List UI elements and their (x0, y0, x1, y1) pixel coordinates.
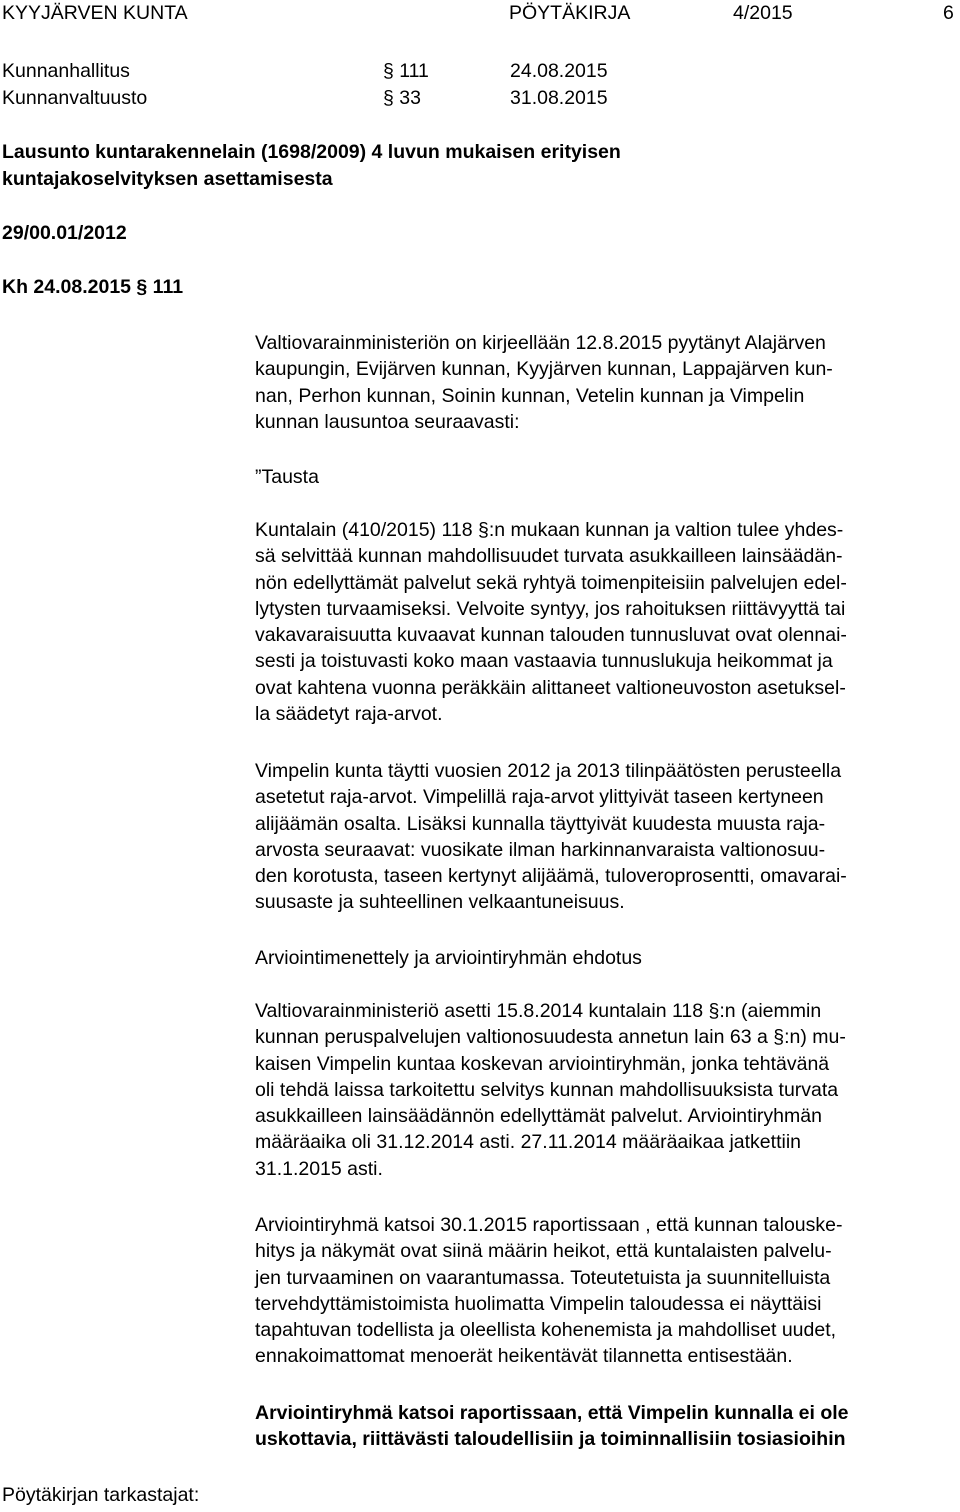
paragraph-vimpeli (255, 758, 955, 916)
text-line: ovat kahtena vuonna peräkkäin alittaneet valtioneuvoston asetuksel- (255, 676, 846, 699)
municipality-name: KYYJÄRVEN KUNTA (2, 2, 188, 24)
text-line: jen turvaaminen on vaarantumassa. Toteutetuista ja suunnitelluista (255, 1266, 831, 1289)
paragraph-raportti (255, 1212, 955, 1370)
text-line: arvosta seuraavat: vuosikate ilman harkinnanvaraista valtionosuu- (255, 838, 826, 861)
document-title-line: Lausunto kuntarakennelain (1698/2009) 4 luvun mukaisen erityisen (2, 141, 621, 163)
document-number: 4/2015 (733, 2, 793, 24)
document-type: PÖYTÄKIRJA (509, 2, 631, 24)
text-line: määräaika oli 31.12.2014 asti. 27.11.2014 määräaikaa jatkettiin (255, 1131, 801, 1154)
text-line: Valtiovarainministeriön on kirjeellään 12.8.2015 pyytänyt Alajärven (255, 332, 826, 354)
text-line: kaupungin, Evijärven kunnan, Kyyjärven kunnan, Lappajärven kun- (255, 358, 833, 381)
text-line: asukkailleen lainsäädännön edellyttämät palvelut. Arviointiryhmän (255, 1105, 822, 1128)
text-line: tervehdyttämistoimista huolimatta Vimpelin taloudessa ei näyttäisi (255, 1292, 822, 1315)
body-name: Kunnanvaltuusto (2, 87, 148, 109)
text-line: hitys ja näkymät ovat siinä määrin heikot, että kuntalaisten palvelu- (255, 1240, 832, 1263)
text-line: den korotusta, taseen kertynyt alijäämä, tuloveroprosentti, omavarai- (255, 865, 847, 888)
text-line: Kuntalain (410/2015) 118 §:n mukaan kunnan ja valtion tulee yhdes- (255, 519, 844, 541)
text-line: 31.1.2015 asti. (255, 1157, 383, 1180)
body-name: Kunnanhallitus (2, 60, 130, 82)
text-line: tapahtuvan todellista ja oleellista kohenemista ja mahdolliset uudet, (255, 1319, 837, 1342)
meeting-date: 24.08.2015 (510, 60, 608, 82)
text-line: nön edellyttämät palvelut sekä ryhtyä toimenpiteisiin palvelujen edel- (255, 571, 847, 594)
paragraph-johtopaatos (255, 1400, 955, 1453)
text-line: oli tehdä laissa tarkoitettu selvitys kunnan mahdollisuuksista turvata (255, 1078, 839, 1101)
page-number: 6 (943, 2, 954, 24)
text-line: sesti ja toistuvasti koko maan vastaavia tunnuslukuja heikommat ja (255, 650, 833, 673)
section-number: § 33 (383, 87, 421, 109)
text-line: lytysten turvaamiseksi. Velvoite syntyy, jos rahoituksen riittävyyttä tai (255, 597, 846, 620)
text-line: la säädetyt raja-arvot. (255, 703, 443, 726)
meeting-date: 31.08.2015 (510, 87, 608, 109)
text-line: ”Tausta (255, 466, 319, 488)
text-line: uskottavia, riittävästi taloudellisiin ja toiminnallisiin tosiasioihin (255, 1428, 846, 1451)
text-line: Vimpelin kunta täytti vuosien 2012 ja 2013 tilinpäätösten perusteella (255, 760, 842, 782)
text-line: Arviointimenettely ja arviointiryhmän ehdotus (255, 947, 642, 969)
text-line: alijäämän osalta. Lisäksi kunnalla täyttyivät kuudesta muusta raja- (255, 812, 826, 835)
section-heading (255, 945, 955, 971)
section-number: § 111 (383, 60, 429, 82)
document-title-line: kuntajakoselvityksen asettamisesta (2, 168, 333, 190)
text-line: ennakoimattomat menoerät heikentävät tilannetta entisestään. (255, 1345, 793, 1368)
text-line: vakavaraisuutta kuvaavat kunnan talouden tunnusluvat ovat olennai- (255, 624, 847, 647)
text-line: kaisen Vimpelin kuntaa koskevan arviointiryhmän, jonka tehtävänä (255, 1052, 830, 1075)
minutes-inspectors-label: Pöytäkirjan tarkastajat: (2, 1484, 200, 1506)
text-line: kunnan peruspalvelujen valtionosuudesta annetun lain 63 a §:n) mu- (255, 1026, 846, 1049)
text-line: asetetut raja-arvot. Vimpelillä raja-arvot ylittyivät taseen kertyneen (255, 786, 824, 809)
paragraph-kuntalaki (255, 517, 955, 727)
meeting-reference: Kh 24.08.2015 § 111 (2, 276, 184, 298)
paragraph-asettaminen (255, 998, 955, 1182)
text-line: kunnan lausuntoa seuraavasti: (255, 410, 520, 433)
text-line: nan, Perhon kunnan, Soinin kunnan, Vetelin kunnan ja Vimpelin (255, 384, 805, 407)
text-line: Valtiovarainministeriö asetti 15.8.2014 kuntalain 118 §:n (aiemmin (255, 1000, 822, 1022)
text-line: sä selvittää kunnan mahdollisuudet turvata asukkailleen lainsäädän- (255, 545, 843, 568)
paragraph-tausta (255, 464, 955, 490)
text-line: Arviointiryhmä katsoi 30.1.2015 raportissaan , että kunnan talouske- (255, 1214, 843, 1236)
record-id: 29/00.01/2012 (2, 222, 127, 244)
text-line: suusaste ja suhteellinen velkaantuneisuus. (255, 891, 625, 914)
text-line: Arviointiryhmä katsoi raportissaan, että Vimpelin kunnalla ei ole (255, 1402, 849, 1424)
paragraph-intro (255, 330, 955, 435)
